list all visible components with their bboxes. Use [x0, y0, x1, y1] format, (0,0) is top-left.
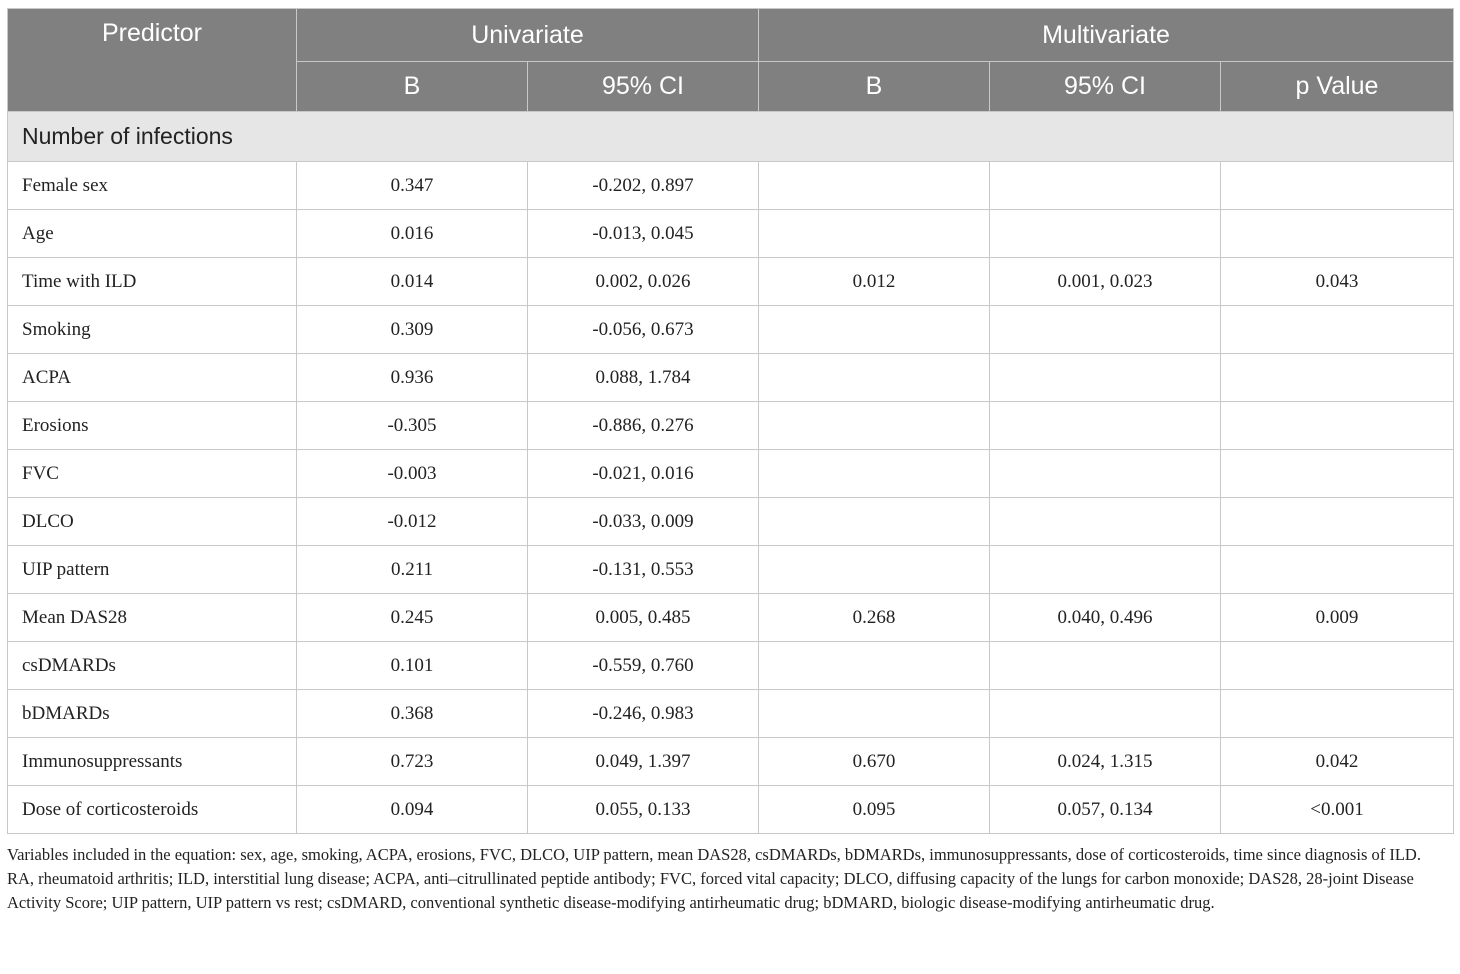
p-value-cell	[1221, 162, 1454, 210]
multi-b-cell	[759, 546, 990, 594]
uni-ci-cell: -0.886, 0.276	[528, 402, 759, 450]
header-row-1	[8, 9, 1454, 62]
predictor-cell: FVC	[8, 450, 297, 498]
uni-b-cell: 0.211	[297, 546, 528, 594]
predictor-cell: Female sex	[8, 162, 297, 210]
multi-b-cell	[759, 450, 990, 498]
multi-ci-cell	[990, 354, 1221, 402]
uni-ci-cell: -0.033, 0.009	[528, 498, 759, 546]
uni-b-cell: 0.101	[297, 642, 528, 690]
multi-b-cell	[759, 690, 990, 738]
predictor-cell: Time with ILD	[8, 258, 297, 306]
p-value-cell	[1221, 402, 1454, 450]
uni-ci-cell: 0.002, 0.026	[528, 258, 759, 306]
multi-ci-cell	[990, 402, 1221, 450]
uni-ci-cell: 0.055, 0.133	[528, 786, 759, 834]
multi-ci-cell: 0.024, 1.315	[990, 738, 1221, 786]
predictor-cell: Mean DAS28	[8, 594, 297, 642]
uni-ci-cell: -0.246, 0.983	[528, 690, 759, 738]
p-value-cell	[1221, 546, 1454, 594]
uni-ci-cell: -0.131, 0.553	[528, 546, 759, 594]
multi-b-cell: 0.268	[759, 594, 990, 642]
table-row	[8, 498, 1454, 546]
multi-ci-cell: 0.001, 0.023	[990, 258, 1221, 306]
multi-ci-cell	[990, 450, 1221, 498]
header-univariate: Univariate	[297, 9, 759, 62]
table-footnotes	[7, 843, 1453, 915]
multi-ci-cell	[990, 210, 1221, 258]
p-value-cell	[1221, 642, 1454, 690]
regression-table	[7, 8, 1454, 834]
table-row	[8, 594, 1454, 642]
uni-b-cell: 0.723	[297, 738, 528, 786]
uni-b-cell: 0.368	[297, 690, 528, 738]
multi-ci-cell: 0.040, 0.496	[990, 594, 1221, 642]
p-value-cell	[1221, 498, 1454, 546]
table-row	[8, 162, 1454, 210]
predictor-cell: ACPA	[8, 354, 297, 402]
predictor-cell: Dose of corticosteroids	[8, 786, 297, 834]
header-multi-ci: 95% CI	[990, 62, 1221, 112]
table-container	[7, 8, 1453, 915]
table-row	[8, 402, 1454, 450]
multi-ci-cell	[990, 690, 1221, 738]
footnote-abbreviations: RA, rheumatoid arthritis; ILD, interstitial lung disease; ACPA, anti–citrullinated peptide antibody; FVC, forced vital capacity; DLCO, diffusing capacity of the lungs for carbon monoxide; DAS28, 28-joint Disease Activity Score; UIP pattern, UIP pattern vs rest; csDMARD, conventional synthetic disease-modifying antirheumatic drug; bDMARD, biologic disease-modifying antirheumatic drug.	[7, 869, 1414, 912]
table-row	[8, 210, 1454, 258]
uni-b-cell: 0.245	[297, 594, 528, 642]
p-value-cell: 0.042	[1221, 738, 1454, 786]
uni-ci-cell: 0.088, 1.784	[528, 354, 759, 402]
table-row	[8, 354, 1454, 402]
multi-ci-cell	[990, 306, 1221, 354]
predictor-cell: csDMARDs	[8, 642, 297, 690]
table-row	[8, 642, 1454, 690]
footnote-variables: Variables included in the equation: sex, age, smoking, ACPA, erosions, FVC, DLCO, UIP pattern, mean DAS28, csDMARDs, bDMARDs, immunosuppressants, dose of corticosteroids, time since diagnosis of ILD.	[7, 845, 1421, 864]
multi-ci-cell: 0.057, 0.134	[990, 786, 1221, 834]
multi-ci-cell	[990, 162, 1221, 210]
section-title: Number of infections	[8, 112, 1454, 162]
p-value-cell	[1221, 690, 1454, 738]
section-row	[8, 112, 1454, 162]
uni-ci-cell: -0.013, 0.045	[528, 210, 759, 258]
header-multi-b: B	[759, 62, 990, 112]
multi-b-cell	[759, 642, 990, 690]
p-value-cell	[1221, 354, 1454, 402]
multi-b-cell: 0.012	[759, 258, 990, 306]
p-value-cell: 0.009	[1221, 594, 1454, 642]
table-row	[8, 786, 1454, 834]
uni-ci-cell: -0.056, 0.673	[528, 306, 759, 354]
multi-b-cell	[759, 162, 990, 210]
multi-ci-cell	[990, 546, 1221, 594]
multi-b-cell	[759, 498, 990, 546]
predictor-cell: bDMARDs	[8, 690, 297, 738]
header-uni-ci: 95% CI	[528, 62, 759, 112]
predictor-cell: Erosions	[8, 402, 297, 450]
predictor-cell: Immunosuppressants	[8, 738, 297, 786]
uni-b-cell: 0.016	[297, 210, 528, 258]
table-row	[8, 306, 1454, 354]
uni-b-cell: -0.012	[297, 498, 528, 546]
p-value-cell: 0.043	[1221, 258, 1454, 306]
uni-b-cell: 0.014	[297, 258, 528, 306]
multi-b-cell: 0.095	[759, 786, 990, 834]
predictor-cell: DLCO	[8, 498, 297, 546]
uni-b-cell: 0.309	[297, 306, 528, 354]
header-p-value: p Value	[1221, 62, 1454, 112]
table-row	[8, 690, 1454, 738]
multi-ci-cell	[990, 498, 1221, 546]
header-multivariate: Multivariate	[759, 9, 1454, 62]
p-value-cell: <0.001	[1221, 786, 1454, 834]
p-value-cell	[1221, 306, 1454, 354]
predictor-cell: UIP pattern	[8, 546, 297, 594]
multi-ci-cell	[990, 642, 1221, 690]
uni-b-cell: -0.003	[297, 450, 528, 498]
uni-b-cell: 0.094	[297, 786, 528, 834]
multi-b-cell	[759, 210, 990, 258]
table-row	[8, 450, 1454, 498]
p-value-cell	[1221, 450, 1454, 498]
uni-b-cell: -0.305	[297, 402, 528, 450]
multi-b-cell: 0.670	[759, 738, 990, 786]
uni-b-cell: 0.936	[297, 354, 528, 402]
table-row	[8, 738, 1454, 786]
header-uni-b: B	[297, 62, 528, 112]
uni-ci-cell: 0.049, 1.397	[528, 738, 759, 786]
multi-b-cell	[759, 402, 990, 450]
uni-b-cell: 0.347	[297, 162, 528, 210]
uni-ci-cell: 0.005, 0.485	[528, 594, 759, 642]
uni-ci-cell: -0.021, 0.016	[528, 450, 759, 498]
table-row	[8, 546, 1454, 594]
p-value-cell	[1221, 210, 1454, 258]
predictor-cell: Age	[8, 210, 297, 258]
header-predictor: Predictor	[8, 9, 297, 112]
multi-b-cell	[759, 354, 990, 402]
predictor-cell: Smoking	[8, 306, 297, 354]
uni-ci-cell: -0.202, 0.897	[528, 162, 759, 210]
multi-b-cell	[759, 306, 990, 354]
uni-ci-cell: -0.559, 0.760	[528, 642, 759, 690]
table-row	[8, 258, 1454, 306]
